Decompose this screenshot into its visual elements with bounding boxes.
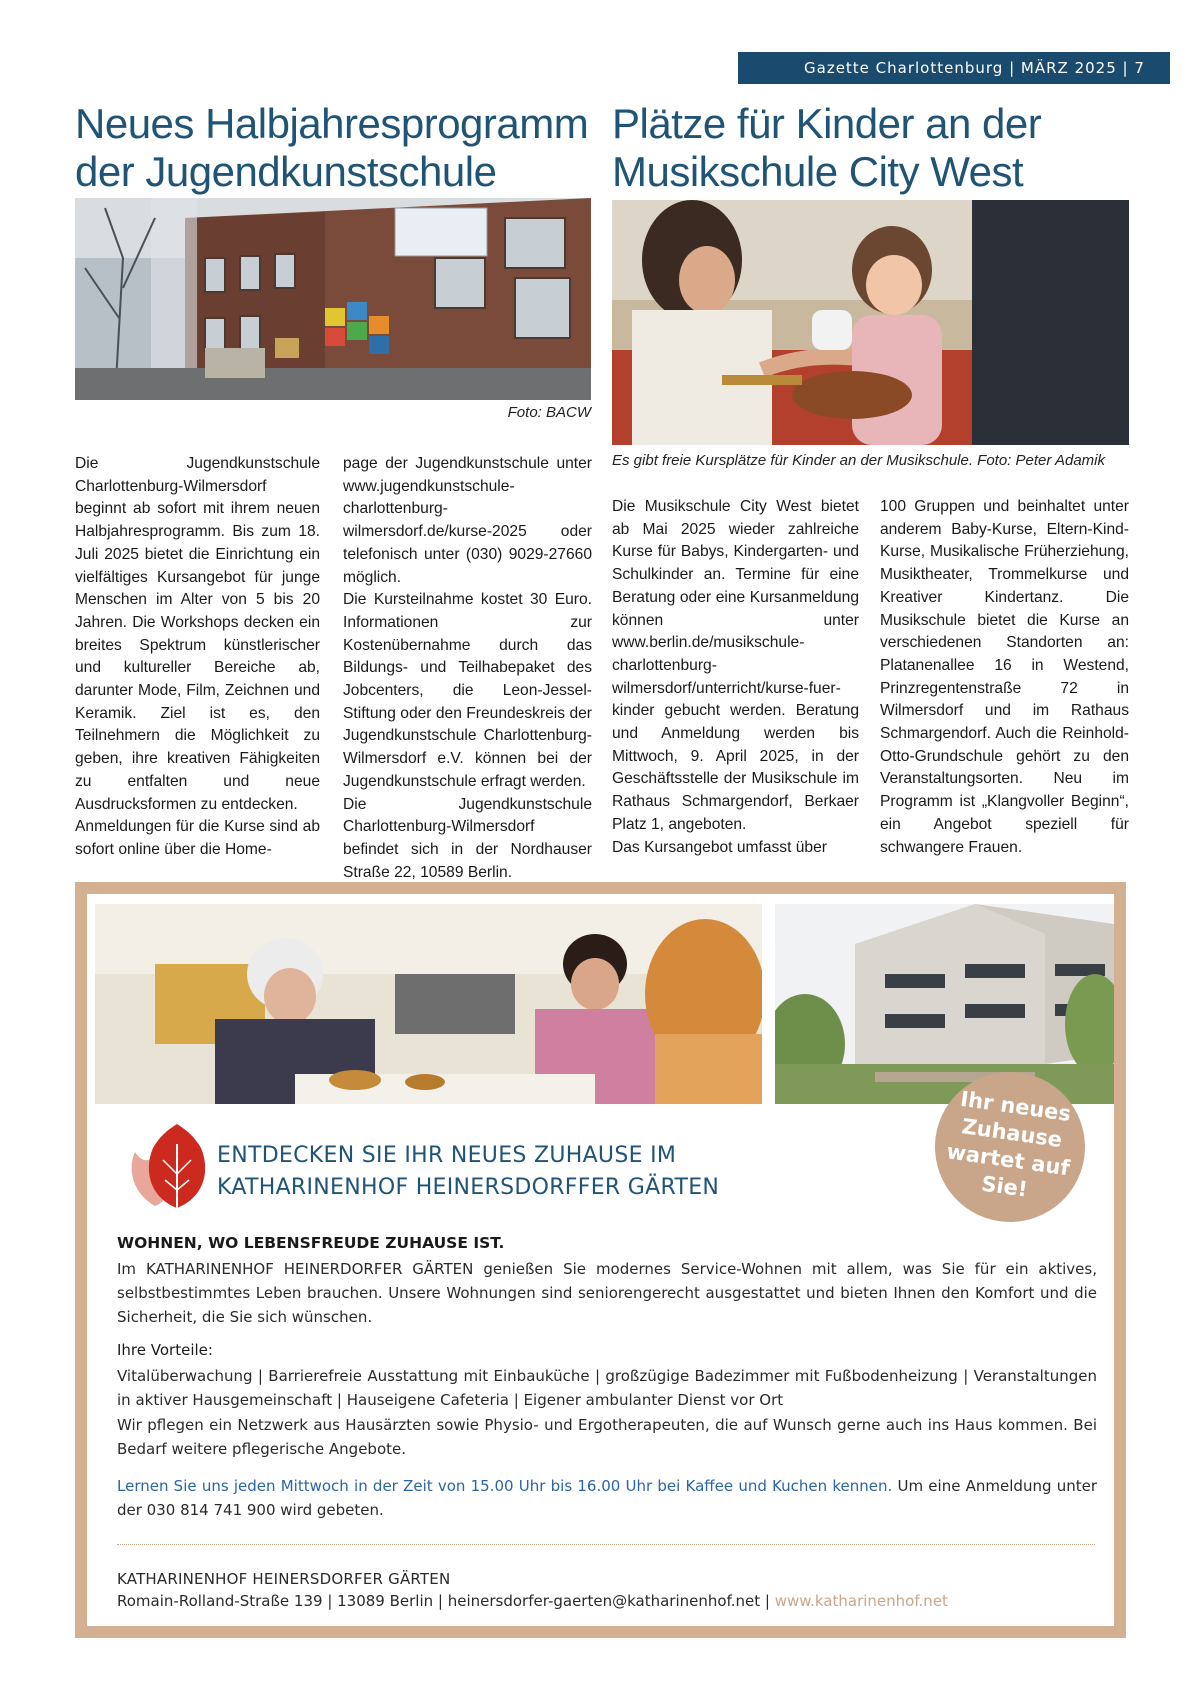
article-column-4 — [880, 496, 1129, 859]
article-column-1 — [75, 453, 320, 862]
ad-visit-text — [117, 1474, 1097, 1522]
photo-jugendkunstschule-building — [75, 198, 591, 400]
photo-credit-left: Foto: BACW — [507, 404, 591, 421]
article-paragraph: Die Musikschule City West bietet ab Mai 2025 wieder zahlreiche Kurse für Babys, Kindergarten- und Schulkinder an. Termine für eine Beratung oder eine Kursanmeldung können unter www.berlin.de/musikschule-charlottenburg-wilmersdorf/unterricht/kurse-fuer-kinder gebucht werden. Beratung und Anmeldung werden bis Mittwoch, 9. April 2025, in der Geschäftsstelle der Musikschule im Rathaus Schmargendorf, Berkaer Platz 1, angeboten. — [612, 498, 859, 833]
ad-title-line-2: KATHARINENHOF HEINERSDORFFER GÄRTEN — [217, 1175, 720, 1200]
article-paragraph: Die Kursteilnahme kostet 30 Euro. Informationen zur Kostenübernahme durch das Bildungs- und Teilhabepaket des Jobcenters, die Leon-Jessel-Stiftung oder den Freundeskreis der Jugendkunstschule Charlottenburg-Wilmersdorf e.V. können bei der Jugendkunstschule erfragt werden. — [343, 591, 592, 790]
headline-musikschule: Plätze für Kinder an der Musikschule City West — [612, 100, 1042, 195]
article-paragraph: Die Jugendkunstschule Charlottenburg-Wilmersdorf befindet sich in der Nordhauser Straße 22, 10589 Berlin. — [343, 795, 592, 881]
page-header-bar — [738, 52, 1170, 84]
dotted-divider — [117, 1544, 1095, 1545]
page-header-text: Gazette Charlottenburg | MÄRZ 2025 | 7 — [804, 59, 1145, 77]
ad-footer-company: KATHARINENHOF HEINERSDORFER GÄRTEN — [117, 1570, 451, 1588]
ad-benefits-list: Vitalüberwachung | Barrierefreie Ausstattung mit Einbauküche | großzügige Badezimmer mit Fußbodenheizung | Veranstaltungen in aktiver Hausgemeinschaft | Hauseigene Cafeteria | Eigener ambulanter Dienst vor Ort — [117, 1367, 1097, 1409]
article-paragraph: Die Jugendkunstschule Charlottenburg-Wilmersdorf beginnt ab sofort mit ihrem neuen Halbjahresprogramm. Bis zum 18. Juli 2025 bietet die Einrichtung ein vielfältiges Kursangebot für junge Menschen im Alter von 5 bis 20 Jahren. Die Workshops decken ein breites Spektrum künstlerischer und kultureller Bereiche ab, darunter Mode, Film, Zeichnen und Keramik. Ziel ist es, den Teilnehmern die Möglichkeit zu geben, ihre kreativen Fähigkeiten zu entfalten und neue Ausdrucksformen zu entdecken. — [75, 455, 320, 813]
ad-footer-website-link[interactable]: www.katharinenhof.net — [774, 1592, 948, 1610]
photo-caption-right: Es gibt freie Kursplätze für Kinder an der Musikschule. Foto: Peter Adamik — [612, 452, 1106, 469]
ad-care-text: Wir pflegen ein Netzwerk aus Hausärzten sowie Physio- und Ergotherapeuten, die auf Wunsch gerne auch ins Haus kommen. Bei Bedarf weitere pflegerische Angebote. — [117, 1416, 1097, 1458]
ad-footer-address-text: Romain-Rolland-Straße 139 | 13089 Berlin | heinersdorfer-gaerten@katharinenhof.net | — [117, 1592, 775, 1610]
ad-subtitle: WOHNEN, WO LEBENSFREUDE ZUHAUSE IST. — [117, 1234, 505, 1252]
ad-visit-rest: Um eine Anmeldung unter der 030 814 741 900 wird gebeten. — [117, 1477, 1098, 1519]
headline-jugendkunstschule: Neues Halbjahresprogramm der Jugendkunstschule — [75, 100, 589, 195]
katharinenhof-leaf-logo-icon — [125, 1124, 205, 1214]
ad-intro-text: Im KATHARINENHOF HEINERDORFER GÄRTEN genießen Sie modernes Service-Wohnen mit allem, was Sie für ein aktives, selbstbestimmtes Leben brauchen. Unsere Wohnungen sind seniorengerecht ausgestattet und bieten Ihnen den Komfort und die Sicherheit, die Sie sich wünschen. — [117, 1260, 1097, 1326]
article-paragraph: Das Kursangebot umfasst über — [612, 838, 827, 856]
ad-footer-address — [117, 1592, 1097, 1610]
ad-visit-highlight: Lernen Sie uns jeden Mittwoch in der Zeit von 15.00 Uhr bis 16.00 Uhr bei Kaffee und Kuchen kennen. — [117, 1477, 893, 1495]
photo-child-with-guitar — [612, 200, 1129, 445]
photo-seniors-at-table — [95, 904, 762, 1104]
article-paragraph: 100 Gruppen und beinhaltet unter anderem Baby-Kurse, Eltern-Kind-Kurse, Musikalische Früherziehung, Musiktheater, Trommelkurse und Kreativer Kindertanz. Die Musikschule bietet die Kurse an verschiedenen Standorten an: Platanenallee 16 in Westend, Prinzregentenstraße 72 in Wilmersdorf und im Rathaus Schmargendorf. Auch die Reinhold-Otto-Grundschule gehört zu den Veranstaltungsorten. Neu im Programm ist „Klangvoller Beginn“, ein Angebot speziell für schwangere Frauen. — [880, 498, 1129, 856]
ad-benefits-title: Ihre Vorteile: — [117, 1341, 213, 1359]
article-column-3 — [612, 496, 859, 859]
ad-title — [217, 1140, 877, 1204]
promo-badge-text: Ihr neues Zuhause wartet auf Sie! — [945, 1086, 1073, 1202]
article-column-2 — [343, 453, 592, 884]
photo-residential-building — [775, 904, 1114, 1104]
article-paragraph: Anmeldungen für die Kurse sind ab sofort online über die Home- — [75, 818, 320, 858]
katharinenhof-advertisement — [75, 882, 1126, 1638]
ad-title-line-1: ENTDECKEN SIE IHR NEUES ZUHAUSE IM — [217, 1143, 677, 1168]
article-paragraph: page der Jugendkunstschule unter www.jugendkunstschule-charlottenburg-wilmersdorf.de/kurse-2025 oder telefonisch unter (030) 9029-27660 möglich. — [343, 455, 592, 586]
